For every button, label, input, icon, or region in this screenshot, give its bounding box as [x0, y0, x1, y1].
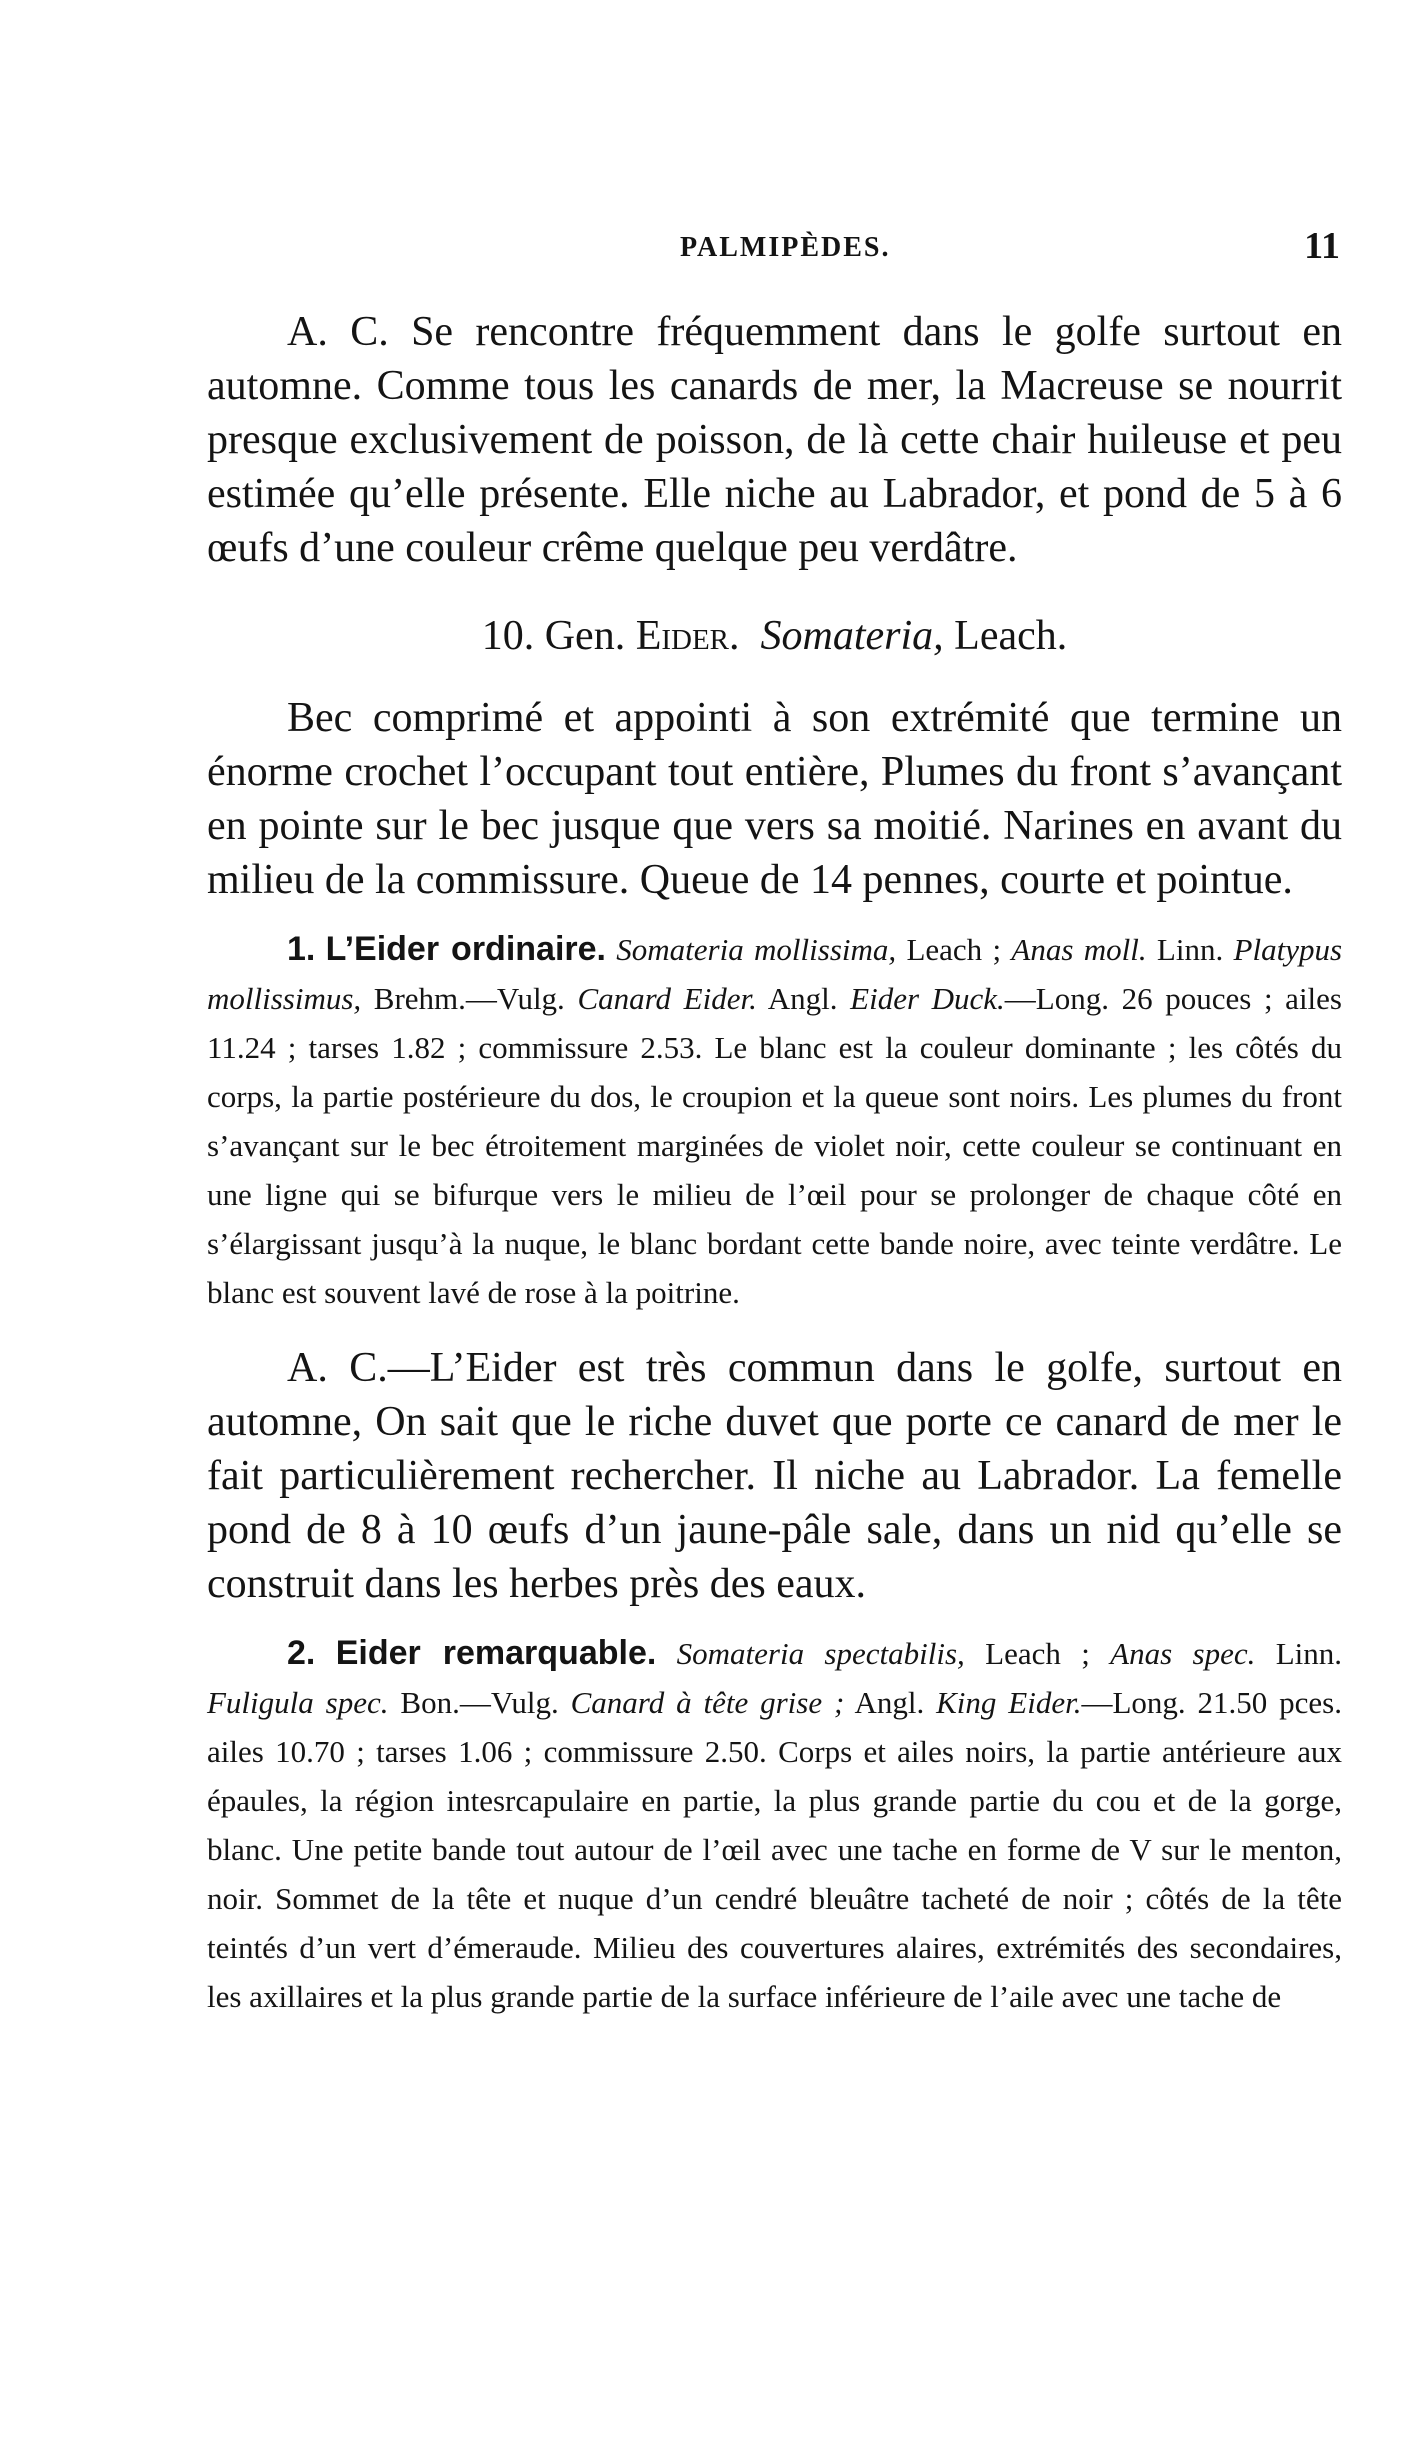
species-2-number: 2. — [287, 1634, 316, 1672]
species-1-text-d: Angl. — [767, 981, 838, 1016]
genus-latin-name: Somateria, — [760, 613, 944, 659]
species-2-latin-2: Anas spec. — [1110, 1636, 1256, 1671]
species-2-text-c: Bon.—Vulg. — [400, 1685, 559, 1720]
species-1-english-name: Eider Duck. — [850, 981, 1005, 1016]
species-1-measurements: —Long. 26 pouces ; ailes 11.24 ; tarses 1.82 ; commissure 2.53. Le blanc est la couleur dominante ; les côtés du corps, la partie postérieure du dos, le croupion et la queue sont noirs. Les plumes du front s’avançant sur le bec étroitement marginées de violet noir, cette couleur se continuant en une ligne qui se bifurque vers le milieu de l’œil pour se prolonger de chaque côté en s’élargissant jusqu’à la nuque, le blanc bordant cette bande noire, avec teinte verdâtre. Le blanc est souvent lavé de rose à la poitrine. — [207, 981, 1342, 1310]
body-text — [207, 305, 1342, 2021]
species-1-text-b: Linn. — [1156, 932, 1224, 967]
species-1-name: L’Eider ordinaire. — [325, 930, 606, 968]
page-number: 11 — [1304, 225, 1340, 267]
macreuse-habitat-paragraph: A. C. Se rencontre fréquemment dans le golfe surtout en automne. Comme tous les canards de mer, la Macreuse se nourrit presque exclusivement de poisson, de là cette chair huileuse et peu estimée qu’elle présente. Elle niche au Labrador, et pond de 5 à 6 œufs d’une couleur crême quelque peu verdâtre. — [207, 309, 1342, 571]
genus-name: Eider. — [635, 613, 740, 659]
genus-author: Leach. — [954, 613, 1068, 659]
species-1-number: 1. — [287, 930, 316, 968]
species-2-latin: Somateria spectabilis, — [676, 1636, 965, 1671]
species-1-latin-3: Platypus mollissimus, — [207, 932, 1343, 1016]
species-2-latin-3: Fuligula spec. — [207, 1685, 389, 1720]
species-2-text-b: Linn. — [1275, 1636, 1342, 1671]
running-head — [210, 225, 1340, 282]
species-1-description — [207, 925, 1342, 1317]
genus-heading — [207, 609, 1342, 663]
species-2-description — [207, 1629, 1342, 2021]
species-2-name: Eider remarquable. — [335, 1634, 657, 1672]
genus-description-paragraph: Bec comprimé et appointi à son extrémité que termine un énorme crochet l’occupant tout entière, Plumes du front s’avançant en pointe sur le bec jusque que vers sa moitié. Narines en avant du milieu de la commissure. Queue de 14 pennes, courte et pointue. — [207, 695, 1342, 903]
species-1-habitat-paragraph: A. C.—L’Eider est très commun dans le golfe, surtout en automne, On sait que le riche duvet que porte ce canard de mer le fait particulièrement rechercher. Il niche au Labrador. La femelle pond de 8 à 10 œufs d’un jaune-pâle sale, dans un nid qu’elle se construit dans les herbes près des eaux. — [207, 1345, 1342, 1607]
species-1-latin-2: Anas moll. — [1011, 932, 1147, 967]
species-1-text-a: Leach ; — [906, 932, 1002, 967]
species-2-vulgar-name: Canard à tête grise ; — [570, 1685, 845, 1720]
species-2-english-name: King Eider. — [936, 1685, 1082, 1720]
species-1-text-c: Brehm.—Vulg. — [373, 981, 565, 1016]
genus-number: 10. Gen. — [481, 613, 626, 659]
running-title: PALMIPÈDES. — [680, 232, 891, 263]
species-2-text-d: Angl. — [854, 1685, 925, 1720]
species-2-measurements: —Long. 21.50 pces. ailes 10.70 ; tarses 1.06 ; commissure 2.50. Corps et ailes noirs, la partie antérieure aux épaules, la région intesrcapulaire en partie, la plus grande partie du cou et de la gorge, blanc. Une petite bande tout autour de l’œil avec une tache en forme de V sur le menton, noir. Sommet de la tête et nuque d’un cendré bleuâtre tacheté de noir ; côtés de la tête teintés d’un vert d’émeraude. Milieu des couvertures alaires, extrémités des secondaires, les axillaires et la plus grande partie de la surface inférieure de l’aile avec une tache de — [207, 1685, 1343, 2014]
species-1-latin: Somateria mollissima, — [616, 932, 897, 967]
species-2-text-a: Leach ; — [985, 1636, 1090, 1671]
species-1-vulgar-name: Canard Eider. — [577, 981, 757, 1016]
